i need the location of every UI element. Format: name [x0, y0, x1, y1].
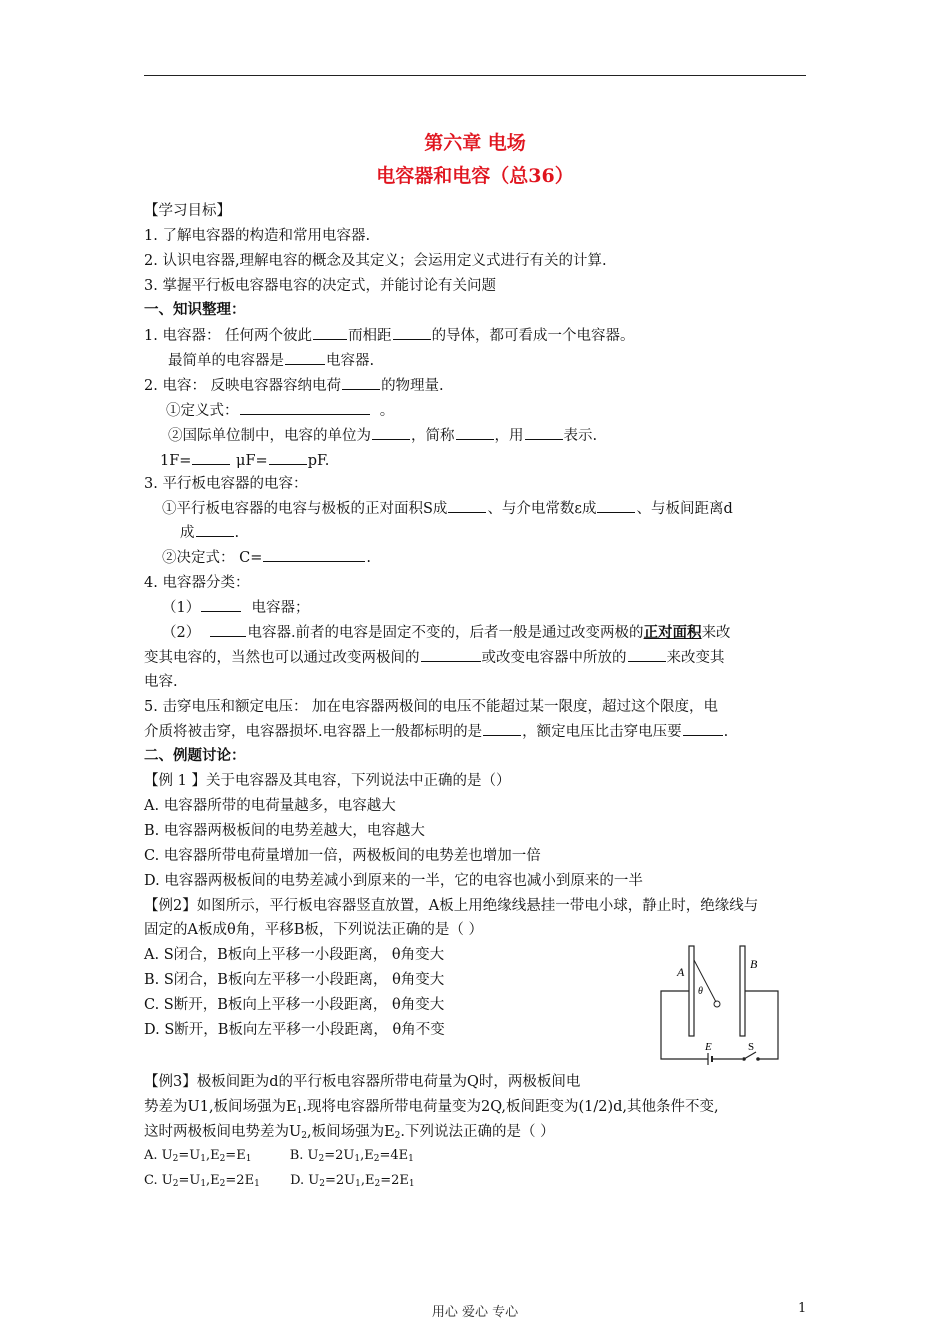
- text: D. U: [290, 1173, 320, 1188]
- text: ，额定电压比击穿电压要: [522, 724, 682, 740]
- text: 1. 电容器： 任何两个彼此: [144, 328, 313, 344]
- text: =2U: [325, 1173, 356, 1188]
- subscript: 1: [245, 1154, 252, 1164]
- example-3-stem-1: 【例3】极板间距为d的平行板电容器所带电荷量为Q时，两极板间电: [144, 1074, 581, 1090]
- example-3-options-cd: [144, 1171, 415, 1194]
- text: 来改: [701, 625, 731, 641]
- text: =U: [178, 1148, 201, 1163]
- example-1-option-a: A. 电容器所带的电荷量越多，电容越大: [144, 798, 396, 814]
- example-3-stem-2: [144, 1097, 719, 1121]
- text: 这时两极板间电势差为U: [144, 1124, 302, 1140]
- text: =2E: [380, 1173, 409, 1188]
- text: 成: [180, 525, 195, 541]
- text: 变其电容的，当然也可以通过改变两极间的: [144, 650, 420, 666]
- text: 2. 电容： 反映电容器容纳电荷: [144, 378, 342, 394]
- objective-2: 2. 认识电容器,理解电容的概念及其定义；会运用定义式进行有关的计算.: [144, 253, 607, 269]
- text: .: [366, 550, 371, 566]
- text: 、与介电常数ε成: [487, 501, 597, 517]
- text: ①定义式：: [166, 403, 239, 419]
- text: ②国际单位制中，电容的单位为: [168, 428, 371, 444]
- blank: [456, 425, 494, 440]
- page-number: 1: [798, 1301, 807, 1316]
- example-3-option-d: [290, 1173, 415, 1188]
- knowledge-item-5: 5. 击穿电压和额定电压： 加在电容器两极间的电压不能超过某一限度，超过这个限度，电: [144, 699, 719, 715]
- blank: [269, 450, 307, 465]
- blank: [393, 325, 431, 340]
- blank: [597, 498, 635, 513]
- plate-a: [689, 946, 694, 1036]
- example-1-option-b: B. 电容器两极板间的电势差越大，电容越大: [144, 823, 425, 839]
- subscript: 1: [200, 1154, 206, 1164]
- text: ,E: [206, 1173, 220, 1188]
- text: 而相距: [348, 328, 392, 344]
- blank: [201, 597, 241, 612]
- text: ①平行板电容器的电容与极板的正对面积S成: [162, 501, 448, 517]
- text: =4E: [379, 1148, 409, 1163]
- text: .: [723, 724, 729, 740]
- knowledge-item-3b: [180, 522, 239, 543]
- text: =U: [178, 1173, 201, 1188]
- text: 介质将被击穿，电容器损坏.电容器上一般都标明的是: [144, 724, 483, 740]
- objective-3: 3. 掌握平行板电容器电容的决定式，并能讨论有关问题: [144, 278, 496, 294]
- example-2-stem-1: 【例2】如图所示，平行板电容器竖直放置，A板上用绝缘线悬挂一带电小球，静止时，绝缘线与: [144, 898, 759, 914]
- blank: [372, 425, 410, 440]
- text: =2U: [324, 1148, 355, 1163]
- example-2-option-a: A. S闭合，B板向上平移一小段距离， θ角变大: [144, 947, 445, 963]
- subscript: 2: [318, 1154, 325, 1164]
- text: ,E: [205, 1148, 220, 1163]
- example-3-option-b: [290, 1148, 414, 1163]
- blank: [683, 721, 723, 736]
- text: .下列说法正确的是（ ）: [400, 1124, 555, 1140]
- subscript: 2: [219, 1154, 226, 1164]
- text: .: [234, 525, 240, 541]
- blank: [263, 547, 365, 562]
- blank: [240, 400, 370, 415]
- text: 势差为U1,板间场强为E: [144, 1099, 297, 1115]
- subscript: 1: [200, 1179, 207, 1189]
- subscript: 1: [355, 1179, 361, 1189]
- example-2-stem-2: 固定的A板成θ角，平移B板，下列说法正确的是（ ）: [144, 922, 483, 938]
- text: 来改变其: [666, 650, 725, 666]
- subscript: 2: [172, 1179, 179, 1189]
- text: A. U: [144, 1148, 173, 1163]
- blank: [196, 522, 234, 537]
- text: ,E: [360, 1173, 375, 1188]
- example-1-option-c: C. 电容器所带电荷量增加一倍，两极板间的电势差也增加一倍: [144, 848, 541, 864]
- subscript: 2: [301, 1131, 307, 1141]
- header-rule: [144, 75, 806, 76]
- knowledge-item-4c: [144, 647, 725, 668]
- chapter-title: 第六章 电场: [424, 132, 526, 154]
- subscript: 1: [296, 1106, 303, 1116]
- text: 、与板间距离d: [636, 501, 733, 517]
- text: μF=: [236, 453, 268, 469]
- knowledge-item-3: 3. 平行板电容器的电容：: [144, 476, 308, 492]
- footer-text: 用心 爱心 专心: [431, 1305, 519, 1320]
- text: 1F=: [160, 453, 192, 469]
- label-b: B: [750, 957, 758, 971]
- subscript: 2: [219, 1179, 226, 1189]
- knowledge-item-3a: [162, 498, 733, 519]
- blank: [448, 498, 486, 513]
- blank: [285, 350, 325, 365]
- switch-lever: [744, 1052, 756, 1059]
- example-3-options-ab: [144, 1146, 414, 1169]
- label-e: E: [705, 1041, 712, 1053]
- blank: [628, 647, 666, 662]
- knowledge-item-1: [144, 325, 635, 346]
- knowledge-item-4b: [162, 622, 731, 643]
- blank: [525, 425, 563, 440]
- subscript: 2: [172, 1154, 179, 1164]
- objective-1: 1. 了解电容器的构造和常用电容器.: [144, 228, 371, 244]
- wire-left: [661, 991, 708, 1059]
- blank: [192, 450, 230, 465]
- subscript: 2: [394, 1131, 401, 1141]
- text: .现将电容器所带电荷量变为2Q,板间距变为(1/2)d,其他条件不变,: [302, 1099, 719, 1115]
- topic-title: 电容器和电容（总36）: [376, 165, 574, 187]
- text: ，简称: [411, 428, 455, 444]
- blank: [210, 622, 246, 637]
- plate-b: [740, 946, 745, 1036]
- text: =2E: [225, 1173, 255, 1188]
- example-1-option-d: D. 电容器两极板间的电势差减小到原来的一半，它的电容也减小到原来的一半: [144, 873, 643, 889]
- text: 。: [379, 403, 395, 419]
- subscript: 1: [408, 1179, 415, 1189]
- text: pF.: [307, 453, 330, 469]
- text: （1）: [162, 600, 201, 616]
- capacitor-circuit-figure: [652, 942, 802, 1066]
- knowledge-item-4: 4. 电容器分类：: [144, 575, 250, 591]
- blank: [483, 721, 521, 736]
- text: 电容器.前者的电容是固定不变的，后者一般是通过改变两极的: [247, 625, 644, 641]
- blank: [342, 375, 380, 390]
- text: 的物理量.: [381, 378, 444, 394]
- text: ,E: [360, 1148, 374, 1163]
- text: 或改变电容器中所放的: [481, 650, 627, 666]
- knowledge-item-2b: [168, 425, 597, 446]
- knowledge-heading: 一、知识整理：: [144, 301, 246, 318]
- subscript: 2: [373, 1154, 380, 1164]
- example-2-option-d: D. S断开，B板向左平移一小段距离， θ角不变: [144, 1022, 445, 1038]
- text: 电容器；: [251, 600, 310, 616]
- example-2-option-b: B. S闭合，B板向左平移一小段距离， θ角变大: [144, 972, 445, 988]
- text: 最简单的电容器是: [168, 353, 284, 369]
- text: ，用: [494, 428, 524, 444]
- example-1-stem: 【例 1 】关于电容器及其电容，下列说法中正确的是（）: [144, 773, 511, 789]
- text: ,板间场强为E: [306, 1124, 395, 1140]
- charged-ball: [714, 1001, 720, 1007]
- text: 表示.: [563, 428, 598, 444]
- text: ②决定式： C=: [162, 550, 263, 566]
- blank: [313, 325, 347, 340]
- knowledge-item-2: [144, 375, 444, 396]
- emphasis-text: 正对面积: [643, 624, 702, 641]
- text: B. U: [289, 1148, 319, 1163]
- knowledge-item-5b: [144, 721, 728, 742]
- knowledge-item-2a: [166, 400, 394, 421]
- text: 的导体，都可看成一个电容器。: [431, 328, 635, 344]
- subscript: 2: [319, 1179, 325, 1189]
- subscript: 1: [254, 1179, 260, 1189]
- knowledge-item-2c: [160, 450, 329, 471]
- text: 电容器.: [326, 353, 375, 369]
- blank: [421, 647, 481, 662]
- knowledge-item-4a: [162, 597, 309, 618]
- example-3-option-c: [144, 1173, 260, 1188]
- text: =E: [225, 1148, 246, 1163]
- example-3-option-a: [144, 1148, 251, 1163]
- subscript: 1: [408, 1154, 414, 1164]
- text: C. U: [144, 1173, 173, 1188]
- label-theta: θ: [698, 986, 703, 997]
- subscript: 2: [374, 1179, 381, 1189]
- example-3-stem-3: [144, 1122, 555, 1146]
- text: （2）: [162, 625, 201, 641]
- label-s: S: [748, 1041, 755, 1053]
- knowledge-item-4d: 电容.: [144, 674, 178, 690]
- objectives-heading: 【学习目标】: [144, 203, 231, 219]
- example-2-option-c: C. S断开，B板向上平移一小段距离， θ角变大: [144, 997, 445, 1013]
- knowledge-item-1b: [168, 350, 374, 371]
- knowledge-item-3c: [162, 547, 371, 568]
- examples-heading: 二、例题讨论：: [144, 747, 246, 764]
- label-a: A: [677, 965, 685, 979]
- subscript: 1: [354, 1154, 361, 1164]
